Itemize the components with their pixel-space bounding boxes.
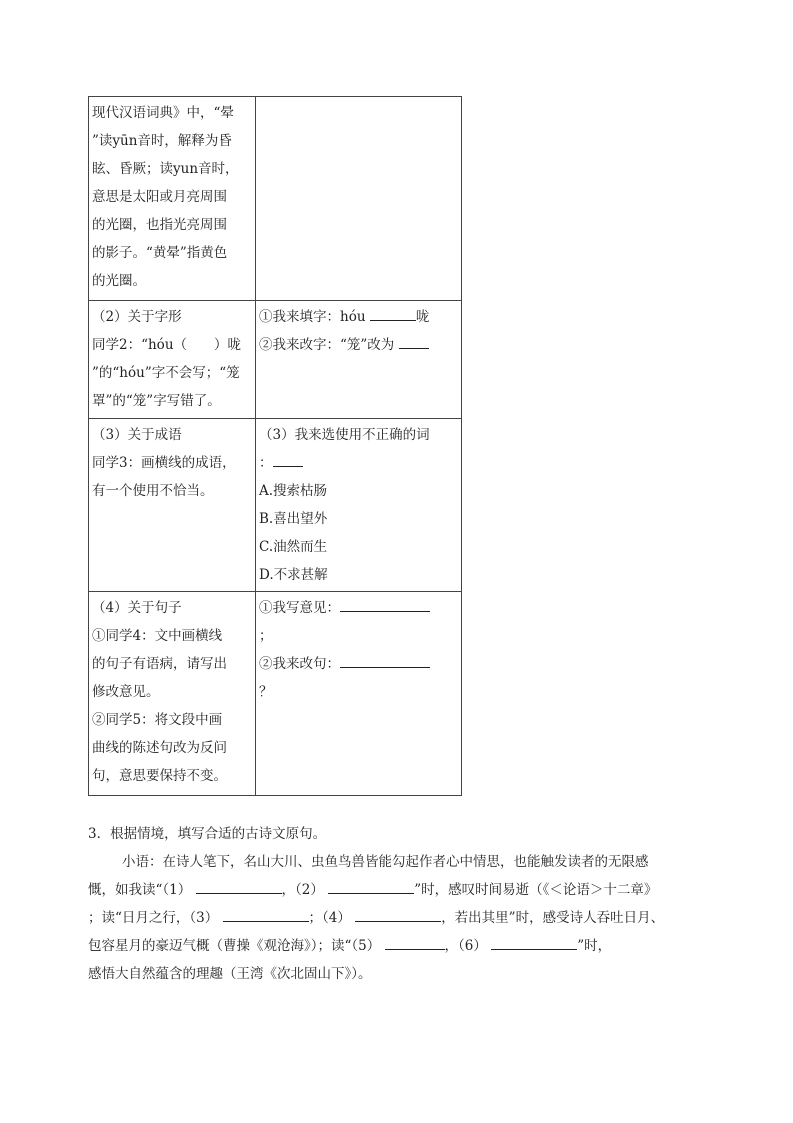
table-row bbox=[89, 592, 462, 796]
option-c[interactable]: C.油然而生 bbox=[259, 539, 328, 555]
blank-6[interactable] bbox=[491, 935, 577, 950]
question-3-line: 小语：在诗人笔下，名山大川、虫鱼鸟兽皆能勾起作者心中情思，也能触发读者的无限感 bbox=[122, 854, 649, 870]
fix-char-label: ②我来改字：“笼”改为 bbox=[259, 337, 395, 353]
fill-char-label: ①我来填字：hóu bbox=[259, 309, 366, 325]
option-a[interactable]: A.搜索枯肠 bbox=[259, 483, 328, 499]
blank-4[interactable] bbox=[355, 907, 441, 922]
text-line: 意思是太阳或月亮周围 bbox=[92, 189, 227, 205]
text-line: 同学2：“hóu（ ）咙 bbox=[92, 337, 242, 353]
blank-1[interactable] bbox=[196, 879, 282, 894]
rewrite-blank[interactable] bbox=[340, 653, 430, 668]
text-line: （3）关于成语 bbox=[92, 427, 182, 443]
text-seg: 慨，如我读“（1） bbox=[88, 882, 192, 898]
fix-char-line bbox=[259, 331, 458, 359]
text-seg: ，（2） bbox=[281, 882, 324, 898]
table-row bbox=[89, 301, 462, 419]
row2-left-cell bbox=[89, 419, 256, 592]
row3-left-cell bbox=[89, 592, 256, 796]
text-seg: ，（6） bbox=[444, 938, 487, 954]
blank-3[interactable] bbox=[223, 907, 309, 922]
question-3-heading: 3．根据情境，填写合适的古诗文原句。 bbox=[88, 826, 327, 842]
text-line: ”的“hóu”字不会写；“笼 bbox=[92, 365, 240, 381]
text-line: 同学3：画横线的成语， bbox=[92, 455, 236, 471]
fill-char-line bbox=[259, 303, 458, 331]
text-seg: ”时， bbox=[577, 938, 612, 954]
opinion-end: ； bbox=[259, 628, 273, 644]
text-line: （4）关于句子 bbox=[92, 600, 182, 616]
text-seg: ；（4） bbox=[308, 910, 351, 926]
rewrite-line bbox=[259, 650, 458, 678]
rewrite-end: ？ bbox=[259, 684, 273, 700]
text-line: ②同学5：将文段中画 bbox=[92, 712, 223, 728]
idiom-answer-line bbox=[259, 449, 458, 477]
row1-left-cell bbox=[89, 301, 256, 419]
row0-left-cell bbox=[89, 97, 256, 301]
text-line: 有一个使用不恰当。 bbox=[92, 483, 214, 499]
opinion-blank[interactable] bbox=[340, 597, 430, 612]
text-seg: ；读“日月之行，（3） bbox=[88, 910, 219, 926]
text-seg: ”时，感叹时间易逝（《＜论语＞十二章》 bbox=[414, 882, 658, 898]
fill-char-tail: 咙 bbox=[415, 309, 430, 325]
opinion-line bbox=[259, 594, 458, 622]
text-line: 曲线的陈述句改为反问 bbox=[92, 740, 227, 756]
text-line: 的影子。“黄晕”指黄色 bbox=[92, 245, 228, 261]
text-seg: ，若出其里”时，感受诗人吞吐日月、 bbox=[441, 910, 665, 926]
fix-char-blank[interactable] bbox=[399, 334, 429, 349]
row0-right-cell bbox=[256, 97, 462, 301]
option-b[interactable]: B.喜出望外 bbox=[259, 511, 328, 527]
question-3 bbox=[88, 820, 738, 988]
row3-right-cell bbox=[256, 592, 462, 796]
fill-char-blank[interactable] bbox=[370, 306, 416, 321]
table-row bbox=[89, 419, 462, 592]
rewrite-label: ②我来改句： bbox=[259, 656, 340, 672]
text-line: 眩、昏厥；读yun音时， bbox=[92, 161, 239, 177]
idiom-answer-blank[interactable] bbox=[273, 452, 303, 467]
question-3-line bbox=[88, 932, 738, 960]
question-3-line: 感悟大自然蕴含的理趣（王湾《次北固山下》）。 bbox=[88, 966, 372, 982]
text-line: 的光圈，也指光亮周围 bbox=[92, 217, 227, 233]
blank-5[interactable] bbox=[385, 935, 445, 950]
text-line: 的光圈。 bbox=[92, 273, 146, 289]
blank-2[interactable] bbox=[328, 879, 414, 894]
row2-right-cell bbox=[256, 419, 462, 592]
text-line: ①同学4：文中画横线 bbox=[92, 628, 223, 644]
text-line: ”读yūn音时，解释为昏 bbox=[92, 133, 232, 149]
question-3-line bbox=[88, 876, 738, 904]
text-seg: 包容星月的豪迈气概（曹操《观沧海》）；读“（5） bbox=[88, 938, 381, 954]
table-row bbox=[89, 97, 462, 301]
idiom-question: （3）我来选使用不正确的词 bbox=[259, 427, 430, 443]
text-line: 修改意见。 bbox=[92, 684, 160, 700]
opinion-label: ①我写意见： bbox=[259, 600, 340, 616]
colon: ： bbox=[259, 455, 273, 471]
row1-right-cell bbox=[256, 301, 462, 419]
text-line: 罩”的“笼”字写错了。 bbox=[92, 393, 221, 409]
text-line: 的句子有语病，请写出 bbox=[92, 656, 227, 672]
text-line: （2）关于字形 bbox=[92, 309, 182, 325]
question-3-line bbox=[88, 904, 738, 932]
exercise-table bbox=[88, 96, 462, 796]
text-line: 句，意思要保持不变。 bbox=[92, 768, 227, 784]
text-line: 现代汉语词典》中，“晕 bbox=[92, 105, 234, 121]
option-d[interactable]: D.不求甚解 bbox=[259, 567, 328, 583]
